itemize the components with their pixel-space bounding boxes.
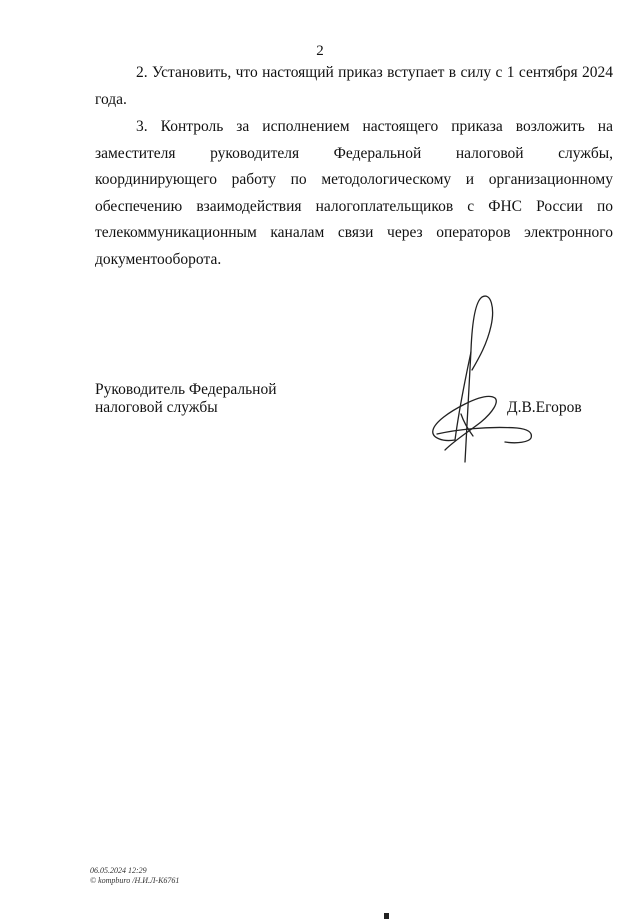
page-number: 2 [316,43,324,59]
footer-stamp [90,866,179,886]
signatory-title-line2: налоговой службы [95,399,218,416]
paragraph-control [95,114,613,273]
handwritten-signature [425,290,535,465]
paragraph-2-text: 2. Установить, что настоящий приказ вступает в силу с 1 сентября 2024 года. [95,64,613,108]
scan-mark [384,913,389,919]
paragraph-3-text: 3. Контроль за исполнением настоящего приказа возложить на заместителя руководителя Федеральной налоговой службы, координирующего работу по методологическому и организационному обеспечению взаимодействия налогоплательщиков с ФНС России по телекоммуникационным каналам связи через операторов электронного документооборота. [95,118,613,268]
stamp-author: © kompburo /Н.И.Л-К6761 [90,876,180,885]
signatory-title-line1: Руководитель Федеральной [95,381,277,398]
paragraph-effective-date [95,60,613,113]
stamp-datetime: 06.05.2024 12:29 [90,866,147,875]
signatory-title [95,381,277,417]
signatory-name: Д.В.Егоров [507,399,582,416]
